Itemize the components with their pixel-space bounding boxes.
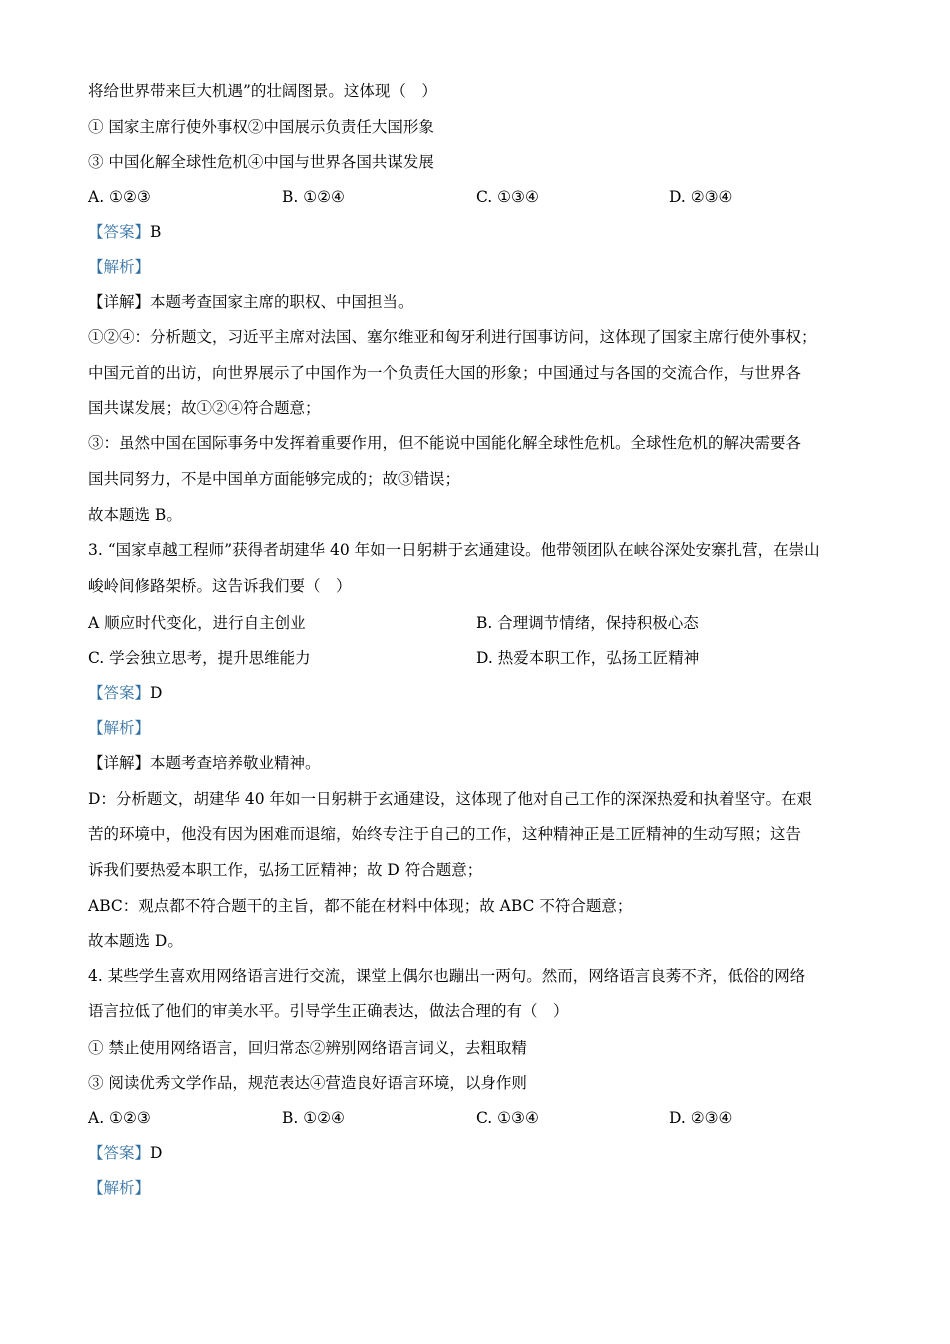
q3-answer <box>88 683 868 703</box>
q4-option-b: B. ①②④ <box>282 1109 345 1127</box>
q2-detail-line: ③：虽然中国在国际事务中发挥着重要作用，但不能说中国能化解全球性危机。全球性危机的解决需要各 <box>88 434 802 452</box>
q3-stem-line-1: 3. “国家卓越工程师”获得者胡建华 40 年如一日躬耕于玄通建设。他带领团队在峡谷深处安寨扎营，在崇山 <box>88 541 820 559</box>
q2-option-c: C. ①③④ <box>476 188 539 206</box>
answer-value: D <box>150 1144 163 1162</box>
q3-option-b: B. 合理调节情绪，保持积极心态 <box>476 614 699 632</box>
q2-option-d: D. ②③④ <box>669 188 733 206</box>
q4-statements-line-2: ③ 阅读优秀文学作品，规范表达④营造良好语言环境，以身作则 <box>88 1074 527 1092</box>
detail-intro-text: 本题考查国家主席的职权、中国担当。 <box>150 293 414 311</box>
q2-statements-line-2: ③ 中国化解全球性危机④中国与世界各国共谋发展 <box>88 153 434 171</box>
q2-answer <box>88 222 868 242</box>
q2-detail-line: 中国元首的出访，向世界展示了中国作为一个负责任大国的形象；中国通过与各国的交流合作，与世界各 <box>88 364 802 382</box>
q2-detail-line: 国共谋发展；故①②④符合题意； <box>88 399 321 417</box>
q3-detail-line: 故本题选 D。 <box>88 932 183 950</box>
q3-option-c: C. 学会独立思考，提升思维能力 <box>88 649 311 667</box>
q4-option-c: C. ①③④ <box>476 1109 539 1127</box>
q3-detail-line: 诉我们要热爱本职工作，弘扬工匠精神；故 D 符合题意； <box>88 861 483 879</box>
q2-analysis-tag: 【解析】 <box>88 258 151 276</box>
detail-tag: 【详解】 <box>88 754 151 772</box>
q2-option-b: B. ①②④ <box>282 188 345 206</box>
q3-option-d: D. 热爱本职工作，弘扬工匠精神 <box>476 649 700 667</box>
q4-statements-line-1: ① 禁止使用网络语言，回归常态②辨别网络语言词义，去粗取精 <box>88 1039 527 1057</box>
q3-detail-line: ABC：观点都不符合题干的主旨，都不能在材料中体现；故 ABC 不符合题意； <box>88 897 633 915</box>
q2-statements-line-1: ① 国家主席行使外事权②中国展示负责任大国形象 <box>88 118 434 136</box>
q4-answer <box>88 1143 868 1163</box>
q2-detail-line: ①②④：分析题文，习近平主席对法国、塞尔维亚和匈牙利进行国事访问，这体现了国家主席行使外事权； <box>88 328 817 346</box>
q3-option-a: A 顺应时代变化，进行自主创业 <box>88 614 306 632</box>
q3-detail-line: D：分析题文，胡建华 40 年如一日躬耕于玄通建设，这体现了他对自己工作的深深热爱和执着坚守。在艰 <box>88 790 813 808</box>
q4-option-d: D. ②③④ <box>669 1109 733 1127</box>
q3-stem-line-2: 峻岭间修路架桥。这告诉我们要（ ） <box>88 577 352 595</box>
q4-stem-line-2: 语言拉低了他们的审美水平。引导学生正确表达，做法合理的有（ ） <box>88 1002 569 1020</box>
q3-analysis-tag: 【解析】 <box>88 719 151 737</box>
q3-detail-intro <box>88 753 868 773</box>
q4-stem-line-1: 4. 某些学生喜欢用网络语言进行交流，课堂上偶尔也蹦出一两句。然而，网络语言良莠不齐，低俗的网络 <box>88 967 806 985</box>
detail-tag: 【详解】 <box>88 293 151 311</box>
q2-stem-tail: 将给世界带来巨大机遇”的壮阔图景。这体现（ ） <box>88 82 437 100</box>
q3-detail-line: 苦的环境中，他没有因为困难而退缩，始终专注于自己的工作，这种精神正是工匠精神的生动写照；这告 <box>88 825 802 843</box>
answer-value: B <box>150 223 162 241</box>
detail-intro-text: 本题考查培养敬业精神。 <box>150 754 321 772</box>
answer-tag: 【答案】 <box>88 684 151 702</box>
q2-option-a: A. ①②③ <box>88 188 151 206</box>
answer-tag: 【答案】 <box>88 1144 151 1162</box>
answer-tag: 【答案】 <box>88 223 151 241</box>
q2-detail-line: 故本题选 B。 <box>88 506 182 524</box>
q2-detail-line: 国共同努力，不是中国单方面能够完成的；故③错误； <box>88 470 461 488</box>
q2-detail-intro <box>88 292 868 312</box>
q4-analysis-tag: 【解析】 <box>88 1179 151 1197</box>
answer-value: D <box>150 684 163 702</box>
q4-option-a: A. ①②③ <box>88 1109 151 1127</box>
